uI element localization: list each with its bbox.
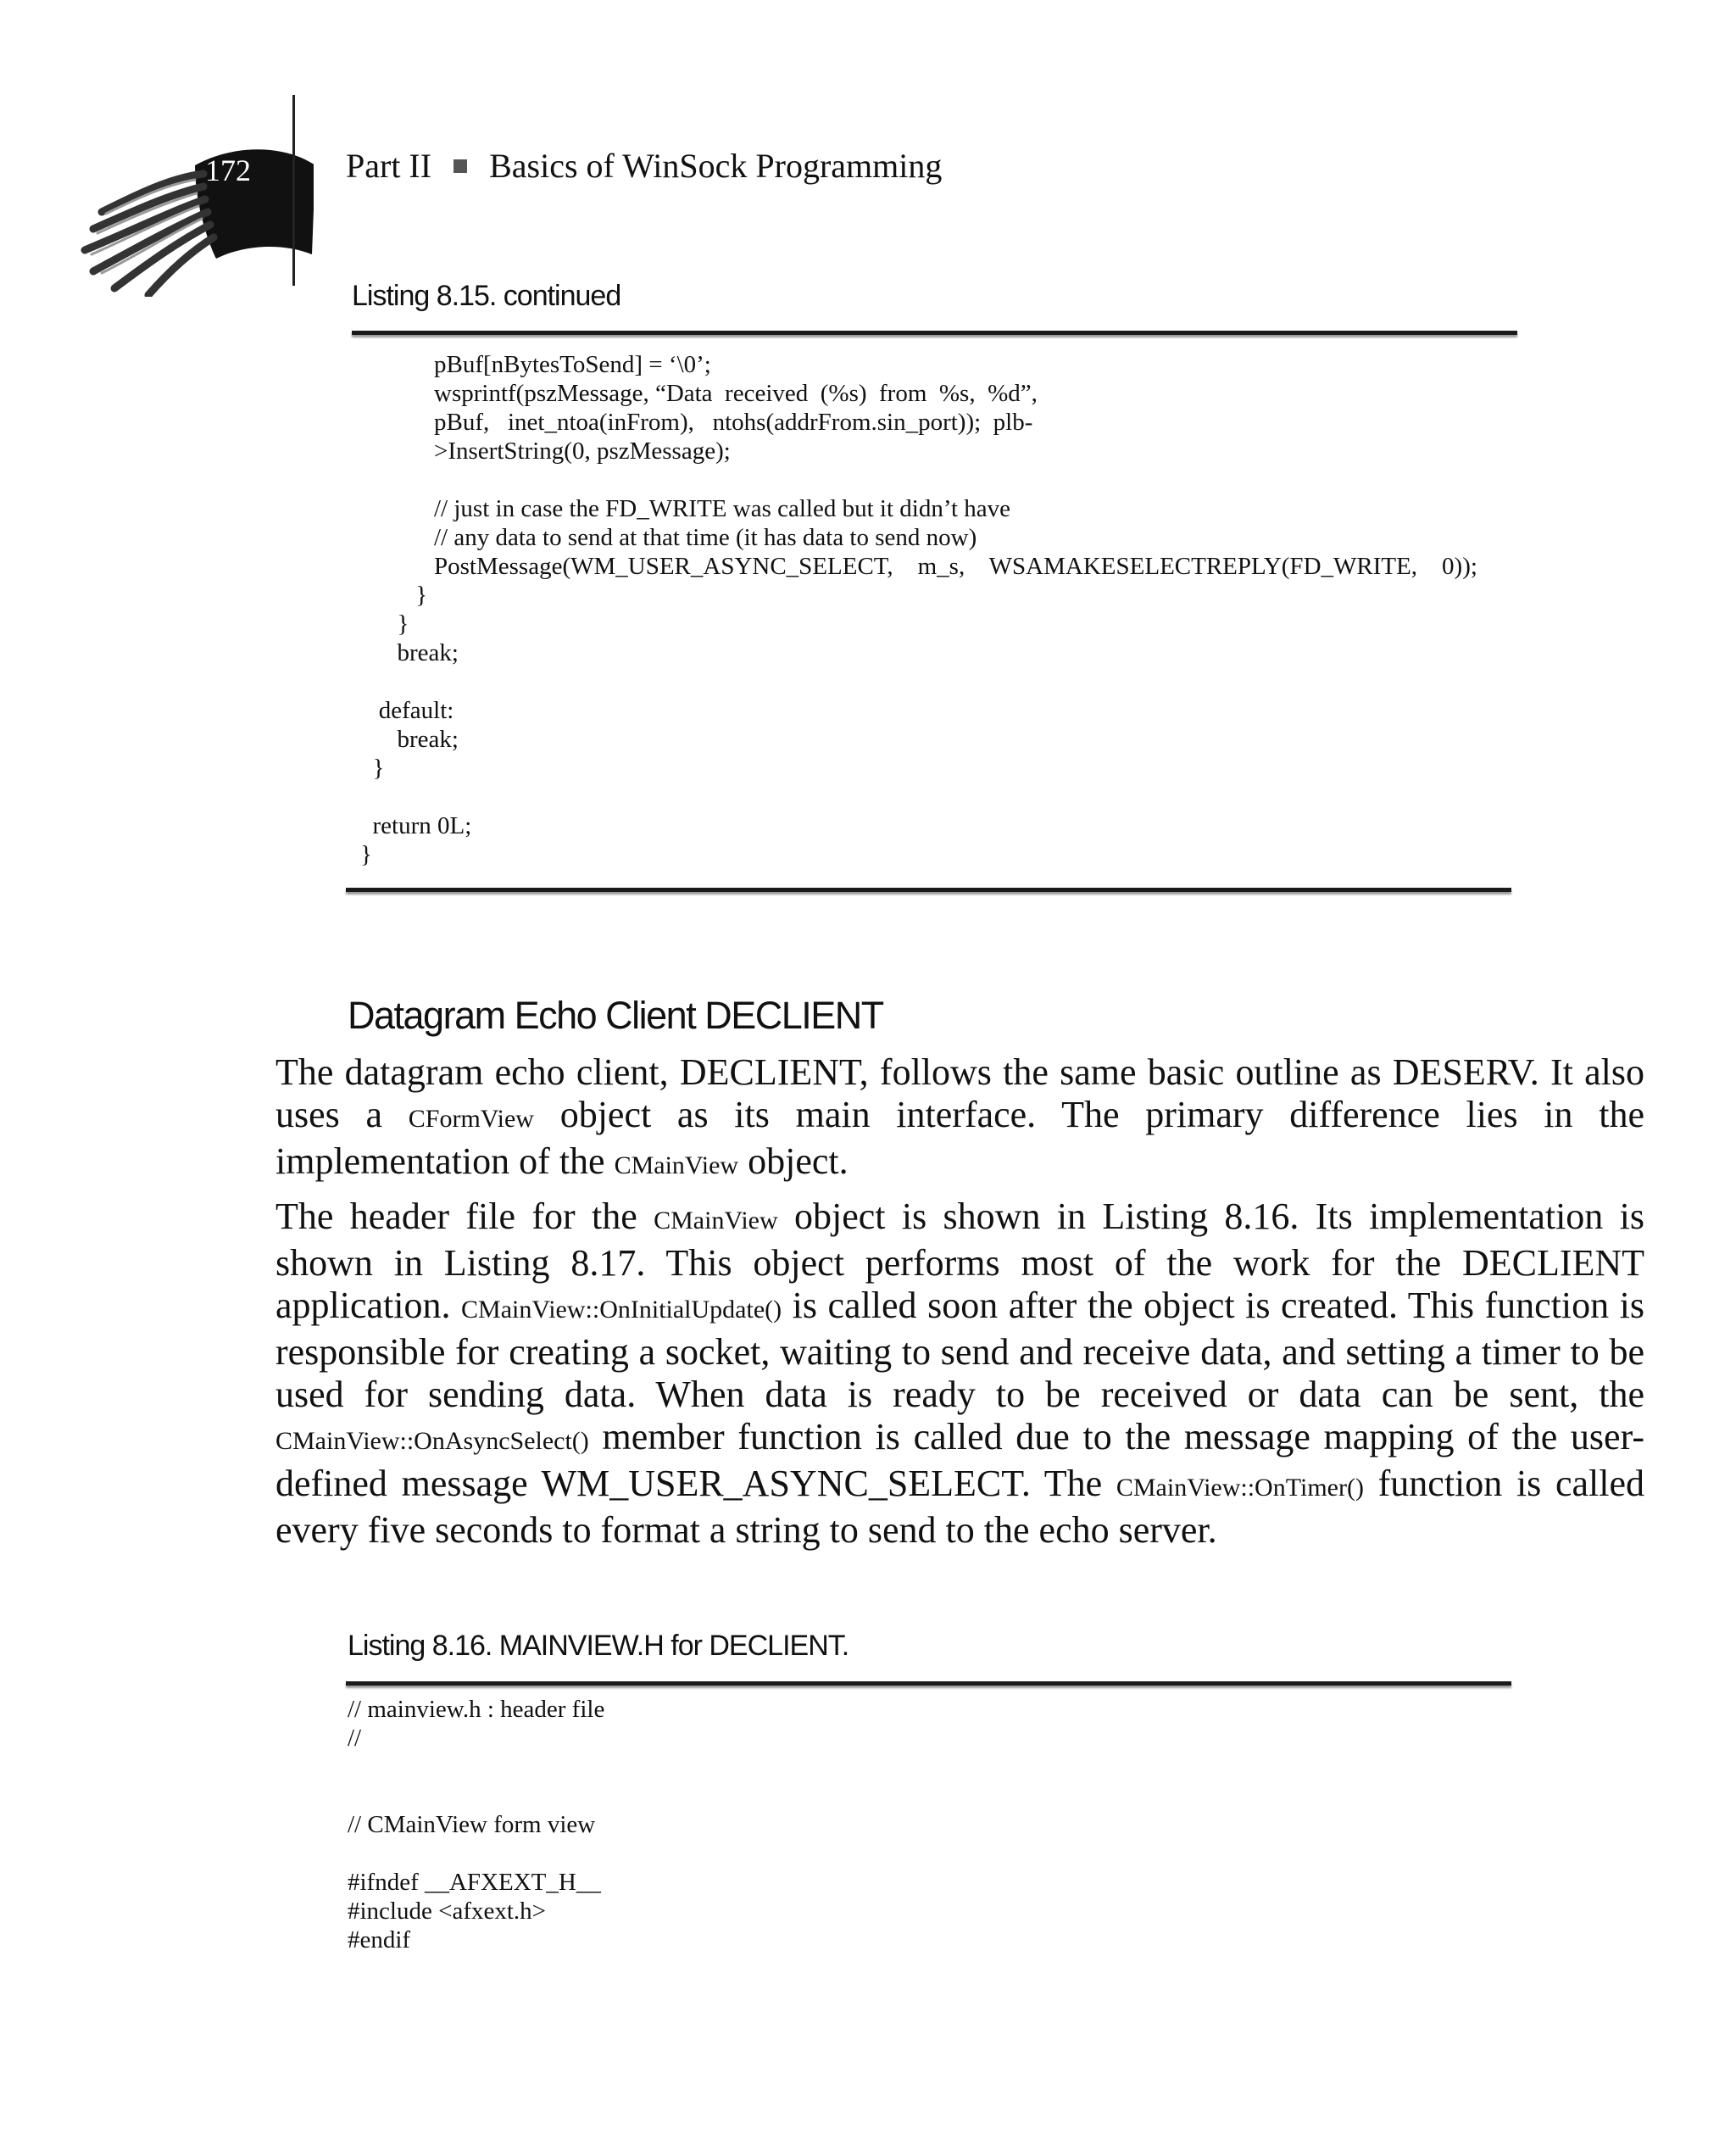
code-line: } — [360, 610, 409, 638]
inline-code: CMainView::OnTimer() — [1116, 1474, 1364, 1502]
code-line: break; — [360, 726, 459, 753]
section-heading: Datagram Echo Client DECLIENT — [348, 994, 883, 1037]
code-line: } — [360, 841, 372, 868]
code-line — [360, 667, 1477, 696]
code-line — [348, 1753, 604, 1781]
paragraph-text: The datagram echo client, DECLIENT, follows the same basic outline as DESERV. It also uses a — [275, 1051, 1644, 1135]
code-line: pBuf, inet_ntoa(inFrom), ntohs(addrFrom.sin_port)); plb- — [360, 409, 1033, 436]
inline-code: CMainView — [654, 1207, 778, 1234]
paragraph-text: The header file for the — [275, 1195, 654, 1237]
inline-code: CMainView::OnAsyncSelect() — [275, 1427, 589, 1455]
bullet-square-icon — [453, 159, 467, 173]
code-line: default: — [360, 697, 454, 724]
code-listing — [360, 350, 1477, 869]
running-head — [346, 146, 942, 186]
body-paragraph — [275, 1195, 1644, 1552]
code-line: // just in case the FD_WRITE was called but it didn’t have — [360, 495, 1011, 522]
code-line: #include <afxext.h> — [348, 1898, 547, 1925]
code-line: >InsertString(0, pszMessage); — [360, 438, 731, 465]
code-line: pBuf[nBytesToSend] = ‘\0’; — [360, 351, 711, 378]
chapter-title: Basics of WinSock Programming — [489, 147, 943, 185]
header-divider — [292, 95, 295, 286]
code-line — [360, 465, 1477, 494]
code-line: #endif — [348, 1926, 411, 1953]
code-line: #ifndef __AFXEXT_H__ — [348, 1869, 601, 1896]
code-line: } — [360, 582, 428, 609]
code-line: } — [360, 755, 385, 782]
code-line — [348, 1839, 604, 1868]
listing-top-rule — [352, 331, 1517, 335]
code-line — [360, 783, 1477, 811]
listing-caption: Listing 8.16. MAINVIEW.H for DECLIENT. — [348, 1630, 849, 1662]
code-line — [348, 1781, 604, 1810]
code-listing — [348, 1695, 604, 1954]
page-number: 172 — [205, 153, 251, 187]
paragraph-text: object. — [738, 1140, 849, 1182]
code-line: // any data to send at that time (it has data to send now) — [360, 524, 977, 551]
paragraph-text: object as its main interface. The primary difference lies in the implementation of the — [275, 1094, 1645, 1182]
code-line: // mainview.h : header file — [348, 1696, 605, 1723]
body-paragraph — [275, 1051, 1644, 1187]
code-line: PostMessage(WM_USER_ASYNC_SELECT, m_s, WSAMAKESELECTREPLY(FD_WRITE, 0)); — [360, 553, 1477, 580]
quill-logo — [68, 85, 314, 297]
code-line: // CMainView form view — [348, 1811, 596, 1838]
inline-code: CMainView::OnInitialUpdate() — [461, 1296, 782, 1324]
code-line: wsprintf(pszMessage, “Data received (%s) from %s, %d”, — [360, 380, 1038, 407]
listing-caption: Listing 8.15. continued — [352, 280, 621, 312]
paragraph-text: member function is called due to the message mapping of the user-defined message WM_USER_ASYNC_SELECT. The — [275, 1416, 1644, 1504]
listing-bottom-rule — [346, 888, 1511, 892]
paragraph-text: function is called every five seconds to format a string to send to the echo server. — [275, 1463, 1645, 1551]
inline-code: CMainView — [614, 1151, 739, 1179]
paragraph-text: object is shown in Listing 8.16. Its implementation is shown in Listing 8.17. This object performs most of the work for the DECLIENT application. — [275, 1195, 1644, 1326]
part-label: Part II — [346, 147, 432, 185]
code-line: break; — [360, 639, 459, 666]
inline-code: CFormView — [408, 1105, 534, 1133]
paragraph-text: is called soon after the object is created. This function is responsible for creating a socket, waiting to send and receive data, and setting a timer to be used for sending data. When data is ready to be received or data can be sent, the — [275, 1285, 1644, 1415]
code-line: return 0L; — [360, 812, 472, 839]
code-line: // — [348, 1725, 362, 1752]
listing-top-rule — [346, 1681, 1511, 1686]
